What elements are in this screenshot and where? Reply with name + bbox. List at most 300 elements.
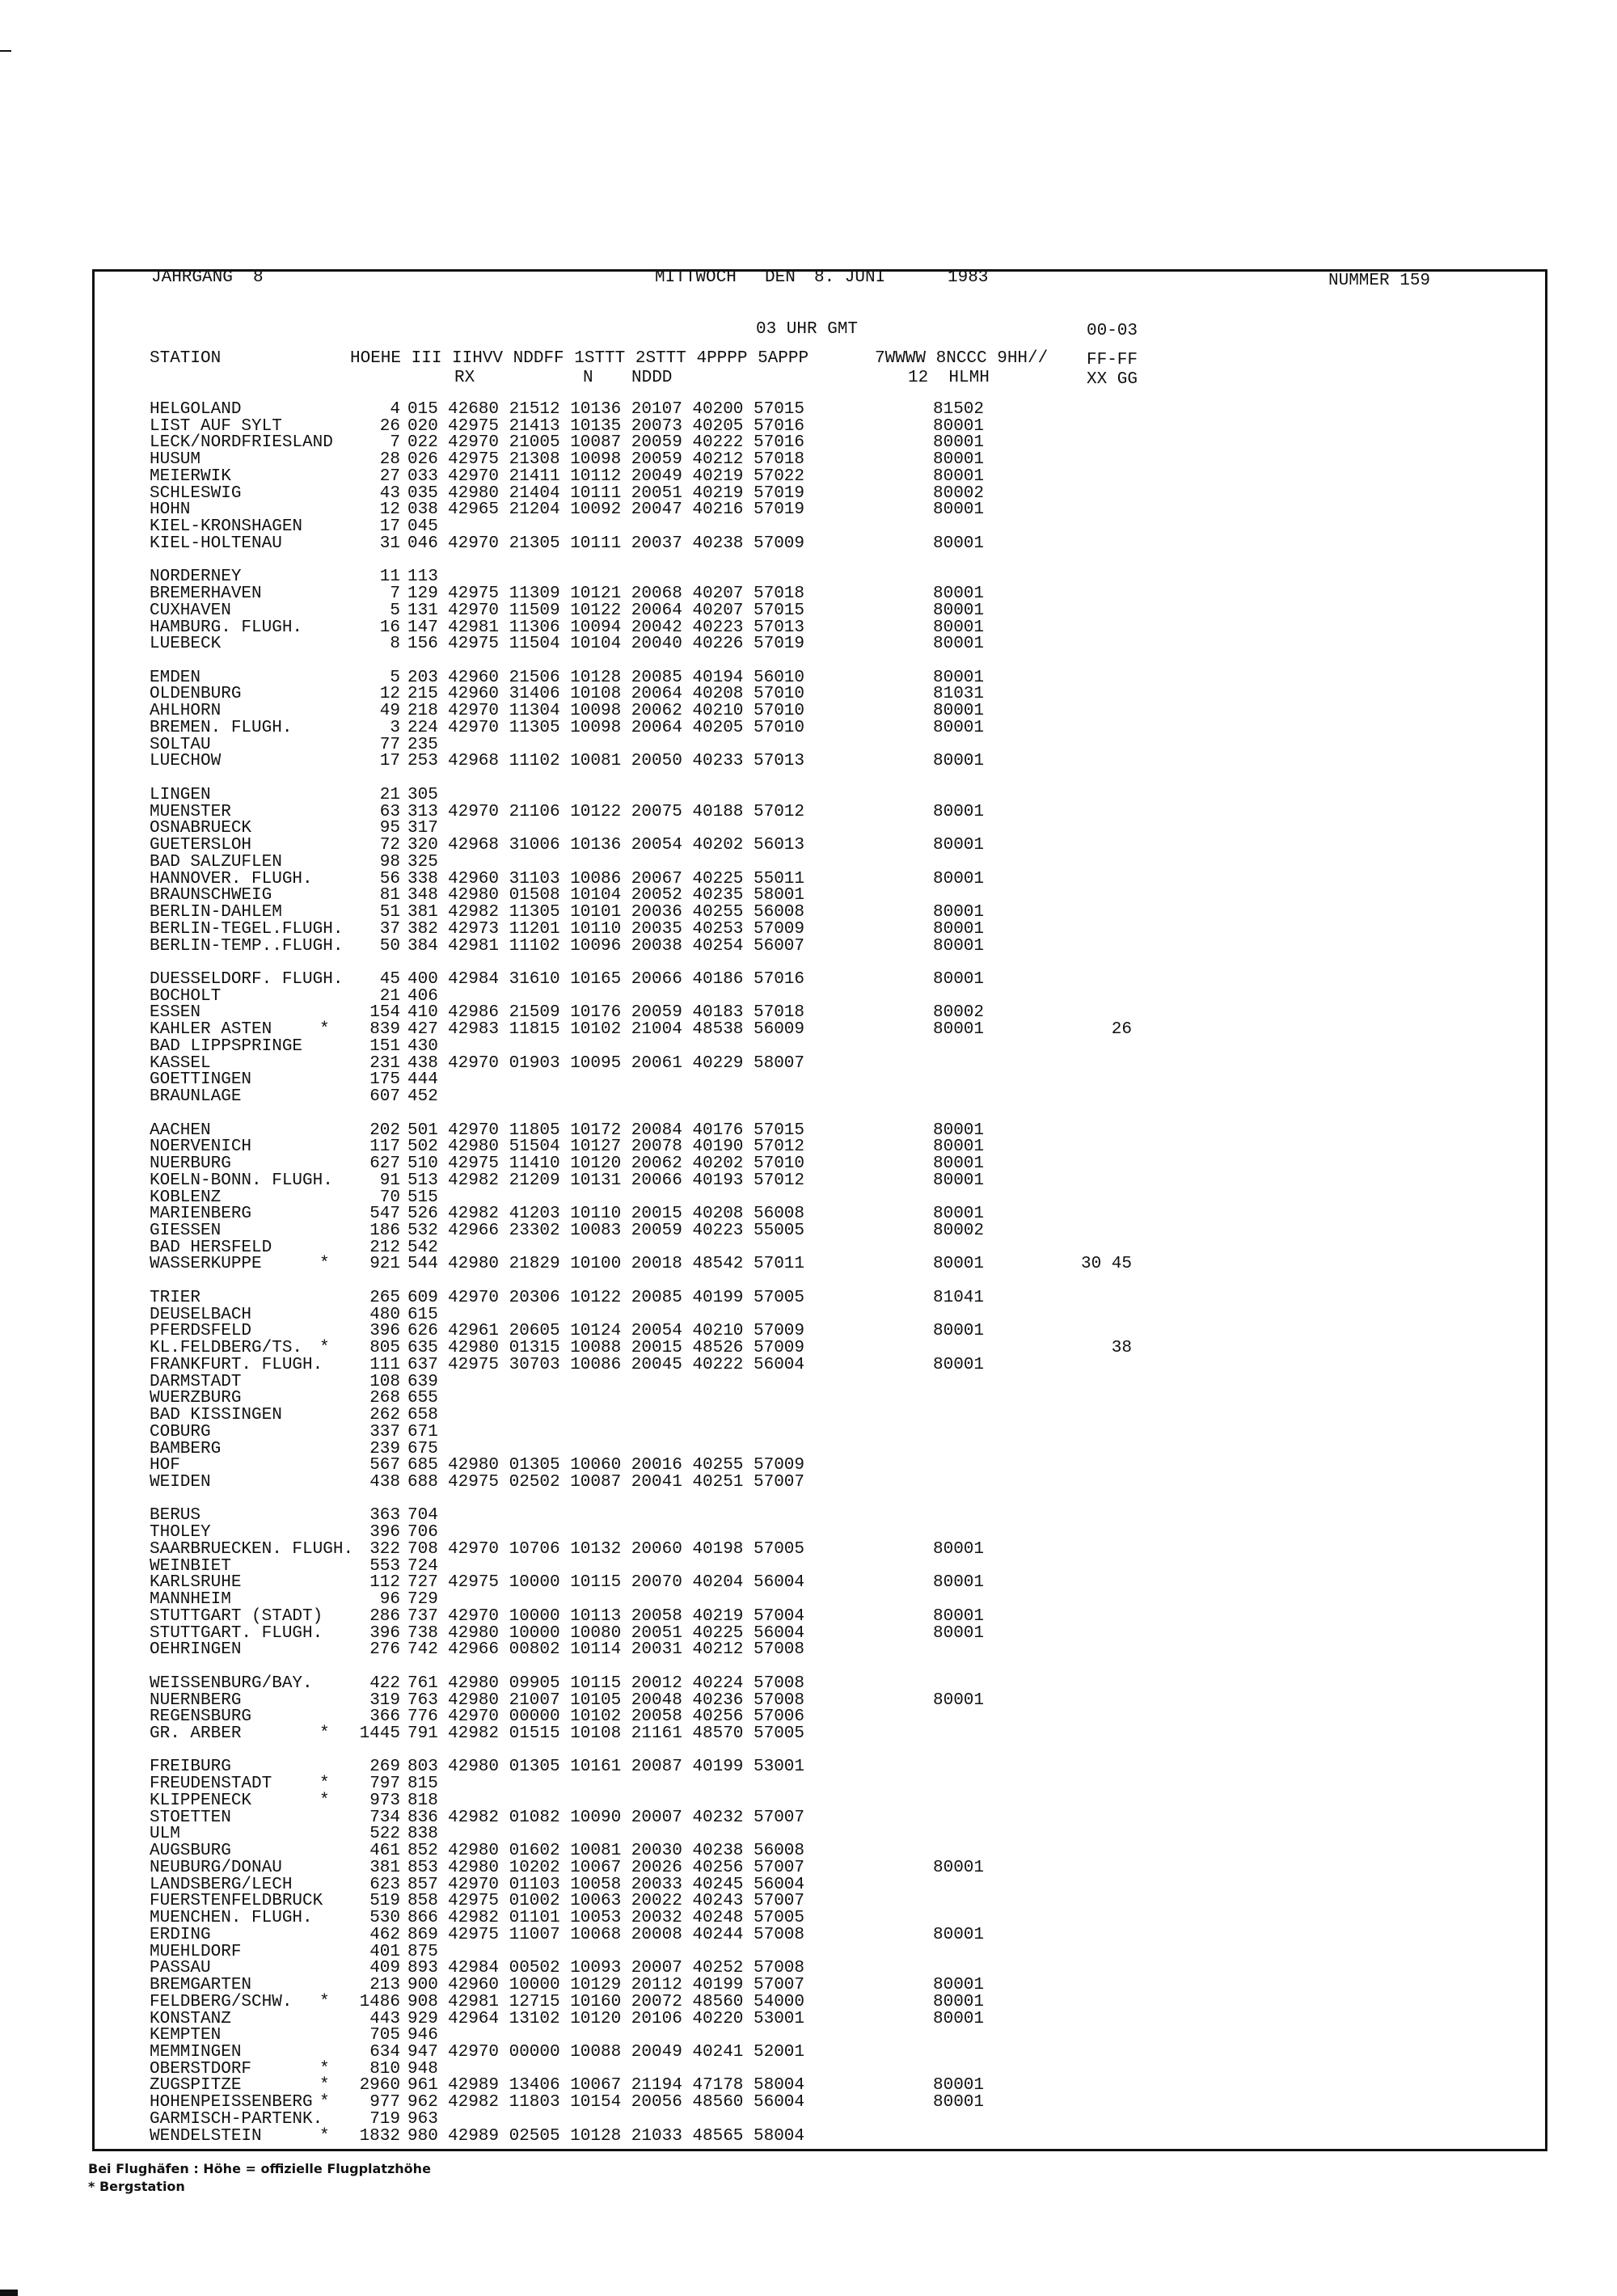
table-row [0,1893,1617,1910]
synop-group: 40219 [692,483,744,503]
synop-group: 42961 [448,1322,500,1341]
station-height: 462 [369,1925,400,1944]
synop-group: 42980 [448,1690,500,1710]
table-row [0,2109,1617,2129]
station-name: BREMGARTEN [150,1976,252,1995]
station-name: MUEHLDORF [150,1942,242,1961]
station-index: 235 [407,735,438,754]
synop-group: 57005 [754,1288,805,1307]
synop-group: 57008 [754,1690,805,1710]
station-height: 111 [369,1355,400,1374]
synop-group: 10093 [570,1959,622,1978]
station-index: 763 [407,1690,438,1710]
station-name: MARIENBERG [150,1205,252,1224]
synop-group: 10202 [509,1858,560,1877]
station-height: 186 [369,1221,400,1240]
synop-group: 10108 [570,1724,622,1744]
station-index: 224 [407,718,438,737]
synop-group: 58004 [754,2126,805,2146]
synop-group: 42966 [448,1221,500,1240]
synop-group: 48538 [692,1020,744,1040]
cloud-group: 80001 [933,1171,985,1190]
synop-group: 51504 [509,1137,560,1157]
synop-group: 20045 [631,1355,682,1374]
station-height: 810 [369,2059,400,2079]
station-index: 035 [407,483,438,503]
cloud-group: 80001 [933,1925,985,1944]
synop-group: 42960 [448,869,500,888]
table-row [0,483,1617,503]
synop-group: 20068 [631,585,682,604]
wind-gust-value: 30 45 [1080,1255,1132,1274]
synop-group: 10098 [570,450,622,470]
station-height: 98 [379,852,400,872]
table-row [0,1391,1617,1408]
station-name: EMDEN [150,668,201,687]
synop-group: 10105 [570,1690,622,1710]
synop-group: 10088 [570,2042,622,2062]
station-name: KIEL-KRONSHAGEN [150,517,303,537]
station-height: 7 [390,585,400,604]
synop-group: 56007 [754,936,805,956]
synop-group: 57007 [754,1858,805,1877]
station-table [0,402,1617,2145]
table-row [0,919,1617,939]
synop-group: 42965 [448,500,500,520]
table-row [0,1005,1617,1022]
synop-group: 57010 [754,718,805,737]
station-index: 742 [407,1640,438,1660]
synop-group: 10165 [570,969,622,989]
synop-group: 01082 [509,1808,560,1827]
station-index: 737 [407,1606,438,1626]
station-height: 719 [369,2109,400,2129]
synop-group: 42982 [448,1171,500,1190]
station-index: 532 [407,1221,438,1240]
station-name: TRIER [150,1288,201,1307]
synop-group: 40256 [692,1707,744,1727]
table-row [0,1860,1617,1877]
station-name: KONSTANZ [150,2009,231,2028]
synop-group: 40254 [692,936,744,956]
station-index: 325 [407,852,438,872]
station-name: BAD LIPPSPRINGE [150,1036,303,1056]
synop-group: 10120 [570,1154,622,1174]
station-index: 803 [407,1758,438,1777]
synop-group: 21404 [509,483,560,503]
cloud-group: 80001 [933,936,985,956]
synop-group: 42966 [448,1640,500,1660]
table-row [0,1089,1617,1106]
synop-group: 20066 [631,1171,682,1190]
station-height: 705 [369,2026,400,2045]
synop-group: 10096 [570,936,622,956]
cloud-group: 80001 [933,2076,985,2096]
synop-group: 42989 [448,2076,500,2096]
station-height: 2960 [359,2076,400,2096]
synop-group: 20112 [631,1976,682,1995]
station-height: 45 [379,969,400,989]
station-height: 37 [379,919,400,939]
synop-group: 10176 [570,1003,622,1023]
synop-group: 40236 [692,1690,744,1710]
synop-group: 20015 [631,1205,682,1224]
station-index: 438 [407,1053,438,1073]
station-name: ZUGSPITZE [150,2076,242,2096]
cloud-group: 80001 [933,585,985,604]
station-height: 276 [369,1640,400,1660]
synop-group: 11305 [509,718,560,737]
synop-group: 40194 [692,668,744,687]
synop-group: 40248 [692,1909,744,1928]
synop-group: 20059 [631,450,682,470]
synop-group: 09905 [509,1673,560,1693]
table-row [0,1690,1617,1710]
synop-group: 10000 [509,1606,560,1626]
synop-group: 42960 [448,685,500,704]
synop-group: 10136 [570,400,622,419]
synop-group: 48526 [692,1339,744,1358]
group-separator [0,1492,1617,1509]
cloud-group: 80001 [933,416,985,436]
table-row [0,2126,1617,2146]
table-row [0,435,1617,452]
synop-group: 42981 [448,1992,500,2011]
station-index: 706 [407,1523,438,1543]
station-name: DUESSELDORF. FLUGH. [150,969,344,989]
synop-group: 11007 [509,1925,560,1944]
station-name: GIESSEN [150,1221,222,1240]
synop-group: 10081 [570,752,622,771]
column-header-main: HOEHE III IIHVV NDDFF 1STTT 2STTT 4PPPP 5APPP [350,349,809,368]
cloud-group: 80001 [933,668,985,687]
station-height: 461 [369,1842,400,1861]
synop-group: 11304 [509,702,560,721]
station-index: 815 [407,1775,438,1794]
synop-group: 21004 [631,1020,682,1040]
synop-group: 01903 [509,1053,560,1073]
table-row [0,586,1617,603]
synop-group: 57008 [754,1959,805,1978]
observation-time: 03 UHR GMT [756,320,859,339]
station-index: 893 [407,1959,438,1978]
group-separator [0,1106,1617,1123]
station-index: 046 [407,534,438,553]
cloud-group: 80001 [933,702,985,721]
station-name: BREMEN. FLUGH. [150,718,293,737]
cloud-group: 80001 [933,969,985,989]
station-name: BOCHOLT [150,986,222,1006]
station-name: MANNHEIM [150,1590,231,1610]
synop-group: 57009 [754,1456,805,1475]
synop-group: 21829 [509,1255,560,1274]
station-name: GUETERSLOH [150,836,252,855]
synop-group: 10124 [570,1322,622,1341]
synop-group: 20078 [631,1137,682,1157]
station-name: LIST AUF SYLT [150,416,282,436]
synop-group: 40176 [692,1121,744,1140]
synop-group: 42981 [448,618,500,637]
synop-group: 10060 [570,1456,622,1475]
station-index: 704 [407,1506,438,1526]
synop-group: 10086 [570,1355,622,1374]
synop-group: 42982 [448,1724,500,1744]
synop-group: 40199 [692,1758,744,1777]
synop-group: 20054 [631,836,682,855]
station-name: MUENSTER [150,802,231,821]
station-name: LANDSBERG/LECH [150,1875,293,1894]
station-height: 322 [369,1539,400,1559]
synop-group: 10110 [570,1205,622,1224]
station-name: KOELN-BONN. FLUGH. [150,1171,333,1190]
station-name: HAMBURG. FLUGH. [150,618,303,637]
issue-number: NUMMER 159 [1328,272,1431,290]
station-index: 348 [407,886,438,905]
synop-group: 10053 [570,1909,622,1928]
station-index: 852 [407,1842,438,1861]
synop-group: 00000 [509,1707,560,1727]
synop-group: 10067 [570,1858,622,1877]
synop-group: 57018 [754,450,805,470]
synop-group: 40225 [692,1623,744,1643]
station-index: 818 [407,1791,438,1810]
station-name: HELGOLAND [150,400,242,419]
cloud-group: 80001 [933,1154,985,1174]
synop-group: 10098 [570,702,622,721]
table-row [0,1475,1617,1492]
synop-group: 53001 [754,2009,805,2028]
mountain-station-marker: * [319,2093,330,2112]
group-separator [0,553,1617,570]
table-row [0,1036,1617,1056]
synop-group: 23302 [509,1221,560,1240]
synop-group: 57011 [754,1255,805,1274]
synop-group: 10000 [509,1623,560,1643]
synop-group: 40222 [692,433,744,453]
station-index: 113 [407,568,438,587]
synop-group: 55005 [754,1221,805,1240]
station-height: 117 [369,1137,400,1157]
station-index: 430 [407,1036,438,1056]
synop-group: 21161 [631,1724,682,1744]
station-height: 108 [369,1372,400,1391]
station-index: 948 [407,2059,438,2079]
station-index: 866 [407,1909,438,1928]
synop-group: 10120 [570,2009,622,2028]
synop-group: 42989 [448,2126,500,2146]
synop-group: 58007 [754,1053,805,1073]
wind-gust-value: 38 [1111,1339,1132,1358]
station-index: 929 [407,2009,438,2028]
station-index: 858 [407,1892,438,1911]
station-index: 510 [407,1154,438,1174]
station-index: 501 [407,1121,438,1140]
station-height: 1445 [359,1724,400,1744]
synop-group: 20018 [631,1255,682,1274]
station-name: LUEBECK [150,635,222,654]
table-row [0,416,1617,436]
synop-group: 42970 [448,1053,500,1073]
synop-group: 10154 [570,2093,622,2112]
synop-group: 41203 [509,1205,560,1224]
station-index: 980 [407,2126,438,2146]
cloud-group: 80001 [933,500,985,520]
synop-group: 40229 [692,1053,744,1073]
synop-group: 42975 [448,1154,500,1174]
synop-group: 11305 [509,903,560,922]
synop-group: 57010 [754,1154,805,1174]
column-header-extra: 7WWWW 8NCCC 9HH// [875,349,1049,368]
table-row [0,1910,1617,1927]
table-row [0,1977,1617,1994]
synop-group: 57016 [754,433,805,453]
synop-group: 42970 [448,1707,500,1727]
table-row [0,804,1617,821]
table-row [0,2042,1617,2062]
synop-group: 40251 [692,1473,744,1492]
synop-group: 56004 [754,1355,805,1374]
station-height: 56 [379,869,400,888]
synop-group: 13406 [509,2076,560,2096]
station-height: 1486 [359,1992,400,2011]
station-name: KLIPPENECK [150,1791,252,1810]
cloud-group: 80001 [933,1992,985,2011]
synop-group: 42984 [448,969,500,989]
synop-group: 02505 [509,2126,560,2146]
table-row [0,1673,1617,1693]
synop-group: 10111 [570,534,622,553]
station-index: 020 [407,416,438,436]
column-subheader-ff: XX GG [1087,370,1138,389]
table-row [0,1759,1617,1776]
cloud-group: 80001 [933,1137,985,1157]
station-height: 17 [379,517,400,537]
synop-group: 20062 [631,1154,682,1174]
station-index: 320 [407,836,438,855]
synop-group: 57007 [754,1892,805,1911]
synop-group: 11102 [509,936,560,956]
station-name: WENDELSTEIN [150,2126,262,2146]
synop-group: 11504 [509,635,560,654]
station-name: FELDBERG/SCHW. [150,1992,293,2011]
synop-group: 20007 [631,1959,682,1978]
station-index: 869 [407,1925,438,1944]
station-index: 688 [407,1473,438,1492]
mountain-station-marker: * [319,1255,330,1274]
station-index: 544 [407,1255,438,1274]
synop-group: 42970 [448,702,500,721]
table-row [0,1810,1617,1827]
synop-group: 42982 [448,2093,500,2112]
station-index: 015 [407,400,438,419]
table-row [0,1357,1617,1374]
synop-group: 10102 [570,1707,622,1727]
station-index: 836 [407,1808,438,1827]
synop-group: 40238 [692,534,744,553]
station-name: NUERBURG [150,1154,231,1174]
synop-group: 10132 [570,1539,622,1559]
synop-group: 02502 [509,1473,560,1492]
station-name: FREIBURG [150,1758,231,1777]
station-height: 81 [379,886,400,905]
synop-group: 42975 [448,1473,500,1492]
station-index: 729 [407,1590,438,1610]
table-row [0,2011,1617,2028]
synop-group: 57012 [754,802,805,821]
synop-group: 57008 [754,1925,805,1944]
synop-group: 40226 [692,635,744,654]
group-separator [0,1659,1617,1676]
station-name: HANNOVER. FLUGH. [150,869,313,888]
synop-group: 11201 [509,919,560,939]
mountain-station-marker: * [319,1020,330,1040]
scan-mark [0,2290,18,2296]
station-height: 396 [369,1523,400,1543]
station-height: 634 [369,2042,400,2062]
synop-group: 42975 [448,450,500,470]
synop-group: 57015 [754,601,805,620]
date-label: 8. JUNI [814,268,886,287]
station-index: 947 [407,2042,438,2062]
synop-group: 11102 [509,752,560,771]
synop-group: 20107 [631,400,682,419]
table-row [0,1642,1617,1659]
station-height: 28 [379,450,400,470]
station-name: PASSAU [150,1959,211,1978]
synop-group: 40253 [692,919,744,939]
table-row [0,1927,1617,1944]
synop-group: 42970 [448,2042,500,2062]
station-index: 382 [407,919,438,939]
station-name: OSNABRUECK [150,819,252,838]
synop-group: 42975 [448,1925,500,1944]
synop-group: 40245 [692,1875,744,1894]
table-row [0,1960,1617,1977]
station-name: WUERZBURG [150,1389,242,1408]
station-name: KASSEL [150,1053,211,1073]
station-name: BERLIN-DAHLEM [150,903,282,922]
station-index: 853 [407,1858,438,1877]
synop-group: 20052 [631,886,682,905]
synop-group: 20061 [631,1053,682,1073]
synop-group: 56008 [754,903,805,922]
synop-group: 42970 [448,1539,500,1559]
station-height: 11 [379,568,400,587]
synop-group: 56004 [754,1623,805,1643]
synop-group: 10101 [570,903,622,922]
table-row [0,2078,1617,2095]
station-name: STUTTGART (STADT) [150,1606,323,1626]
station-index: 317 [407,819,438,838]
station-height: 16 [379,618,400,637]
synop-group: 40205 [692,416,744,436]
station-index: 313 [407,802,438,821]
synop-group: 10067 [570,2076,622,2096]
synop-group: 21411 [509,466,560,486]
synop-group: 20085 [631,668,682,687]
synop-group: 20306 [509,1288,560,1307]
synop-group: 00502 [509,1959,560,1978]
column-header-station: STATION [150,349,222,368]
station-index: 444 [407,1070,438,1090]
synop-group: 56004 [754,1875,805,1894]
synop-group: 57012 [754,1137,805,1157]
station-name: KAHLER ASTEN [150,1020,272,1040]
synop-group: 42975 [448,416,500,436]
station-name: THOLEY [150,1523,211,1543]
cloud-group: 80002 [933,483,985,503]
synop-group: 20012 [631,1673,682,1693]
